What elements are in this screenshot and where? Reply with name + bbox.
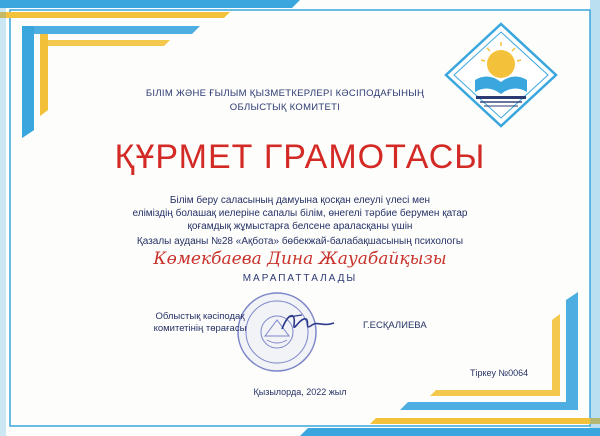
body-text-line-4: Қазалы ауданы №28 «Ақбота» бөбекжай-балабақшасының психологы <box>136 236 464 247</box>
signatory-role <box>120 311 280 335</box>
body-text-line-3: қоғамдық жұмыстарға белсене араласқаны үшін <box>187 221 413 232</box>
body-text-line-2: еліміздің болашақ иелеріне сапалы білім, өнегелі тәрбие берумен қатар <box>132 208 468 219</box>
org-name-line-2: ОБЛЫСТЫҚ КОМИТЕТІ <box>229 102 341 113</box>
union-emblem-logo <box>442 20 560 130</box>
body-text-line-1: Білім беру саласының дамуына қосқан елеулі үлесі мен <box>169 195 431 206</box>
place-and-date: Қызылорда, 2022 жыл <box>253 387 347 397</box>
registration-number: Тіркеу №0064 <box>470 368 529 378</box>
certificate-title: ҚҰРМЕТ ГРАМОТАСЫ <box>114 138 486 176</box>
signatory-name: Г.ЕСҚАЛИЕВА <box>363 320 427 331</box>
signatory-role-line-2: комитетінің төрағасы <box>153 323 247 334</box>
recipient-name: Көмекбаева Дина Жауабайқызы <box>153 249 447 269</box>
signature-mark <box>278 307 338 337</box>
signatory-role-line-1: Облыстық кәсіподақ <box>155 311 245 322</box>
awarded-label: МАРАПАТТАЛАДЫ <box>242 273 358 284</box>
org-name-line-1: БІЛІМ ЖӘНЕ ҒЫЛЫМ ҚЫЗМЕТКЕРЛЕРІ КӘСІПОДАҒЫНЫҢ <box>145 88 425 99</box>
